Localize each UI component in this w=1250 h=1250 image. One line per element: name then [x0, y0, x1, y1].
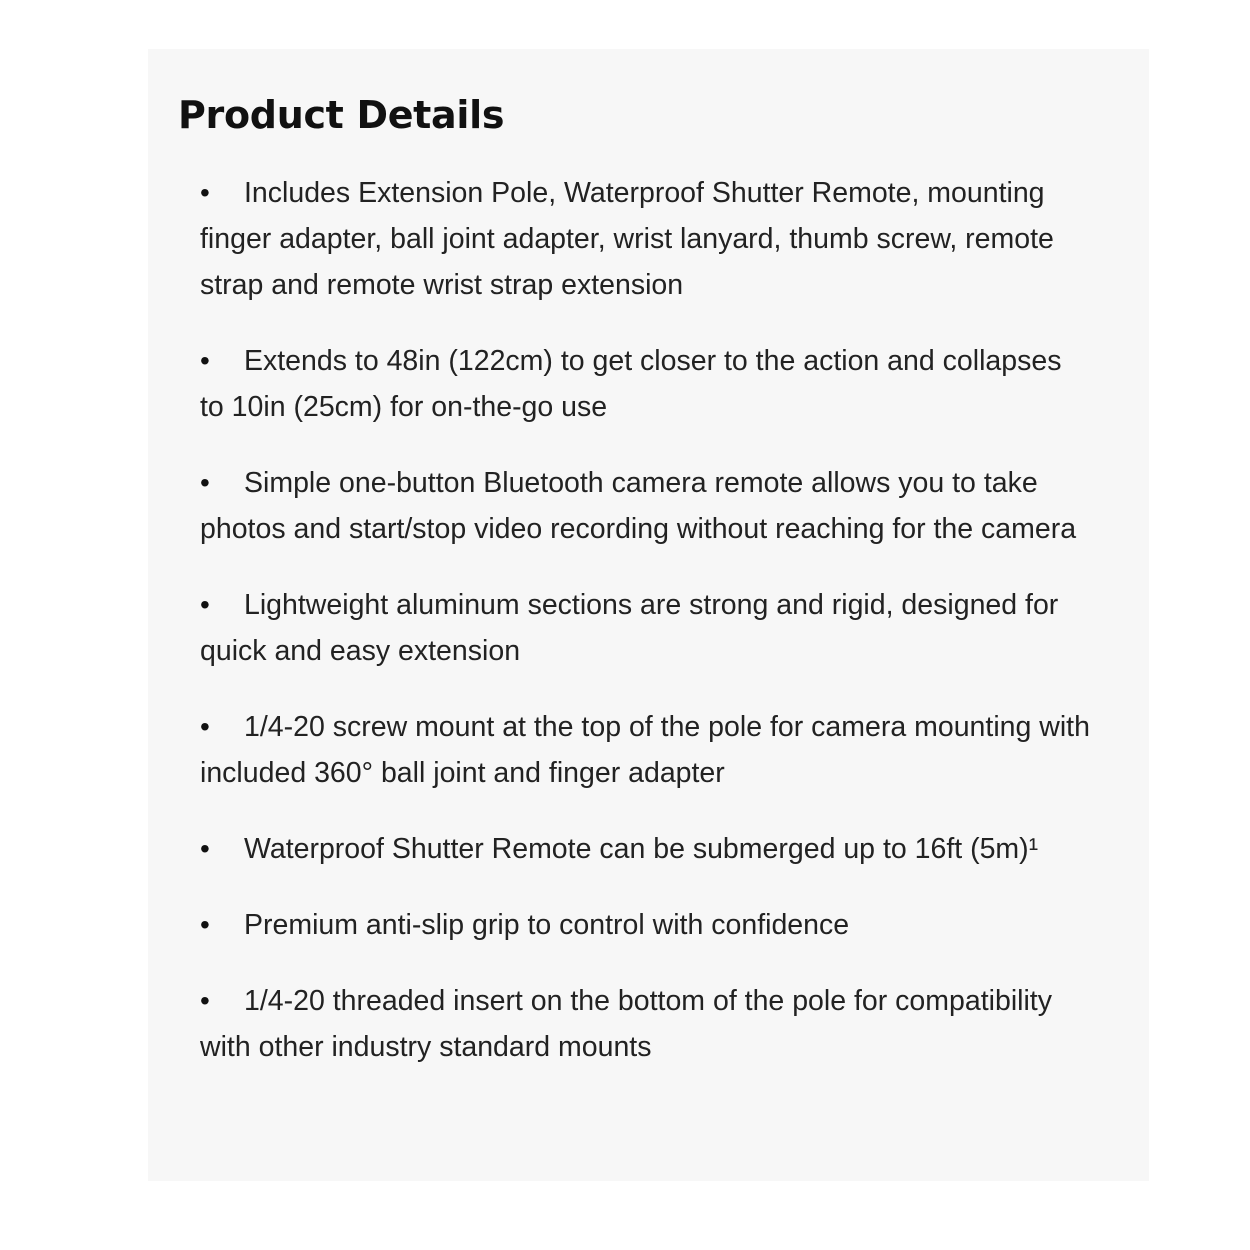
list-item [200, 460, 1090, 552]
product-details-panel [148, 49, 1149, 1181]
list-item-text: Extends to 48in (122cm) to get closer to the action and collapses to 10in (25cm) for on-the-go use [200, 345, 1062, 423]
list-item-text: 1/4-20 screw mount at the top of the pole for camera mounting with included 360° ball joint and finger adapter [200, 711, 1090, 789]
list-item [200, 978, 1090, 1070]
bullet-icon: • [200, 345, 210, 376]
list-item-text: 1/4-20 threaded insert on the bottom of the pole for compatibility with other industry standard mounts [200, 985, 1052, 1063]
list-item-text: Premium anti-slip grip to control with confidence [244, 909, 850, 941]
bullet-icon: • [200, 711, 210, 742]
list-item [200, 826, 1090, 872]
list-item-text: Lightweight aluminum sections are strong and rigid, designed for quick and easy extension [200, 589, 1059, 667]
list-item [200, 704, 1090, 796]
bullet-icon: • [200, 177, 210, 208]
list-item-text: Includes Extension Pole, Waterproof Shutter Remote, mounting finger adapter, ball joint adapter, wrist lanyard, thumb screw, remote strap and remote wrist strap extension [200, 177, 1054, 301]
list-item-text: Waterproof Shutter Remote can be submerged up to 16ft (5m)¹ [244, 833, 1039, 865]
product-details-list [200, 170, 1090, 1100]
bullet-icon: • [200, 467, 210, 498]
list-item [200, 338, 1090, 430]
list-item [200, 170, 1090, 308]
list-item [200, 902, 1090, 948]
bullet-icon: • [200, 589, 210, 620]
bullet-icon: • [200, 833, 210, 864]
page-title: Product Details [178, 93, 505, 137]
bullet-icon: • [200, 985, 210, 1016]
list-item [200, 582, 1090, 674]
bullet-icon: • [200, 909, 210, 940]
list-item-text: Simple one-button Bluetooth camera remote allows you to take photos and start/stop video recording without reaching for the camera [200, 467, 1077, 545]
